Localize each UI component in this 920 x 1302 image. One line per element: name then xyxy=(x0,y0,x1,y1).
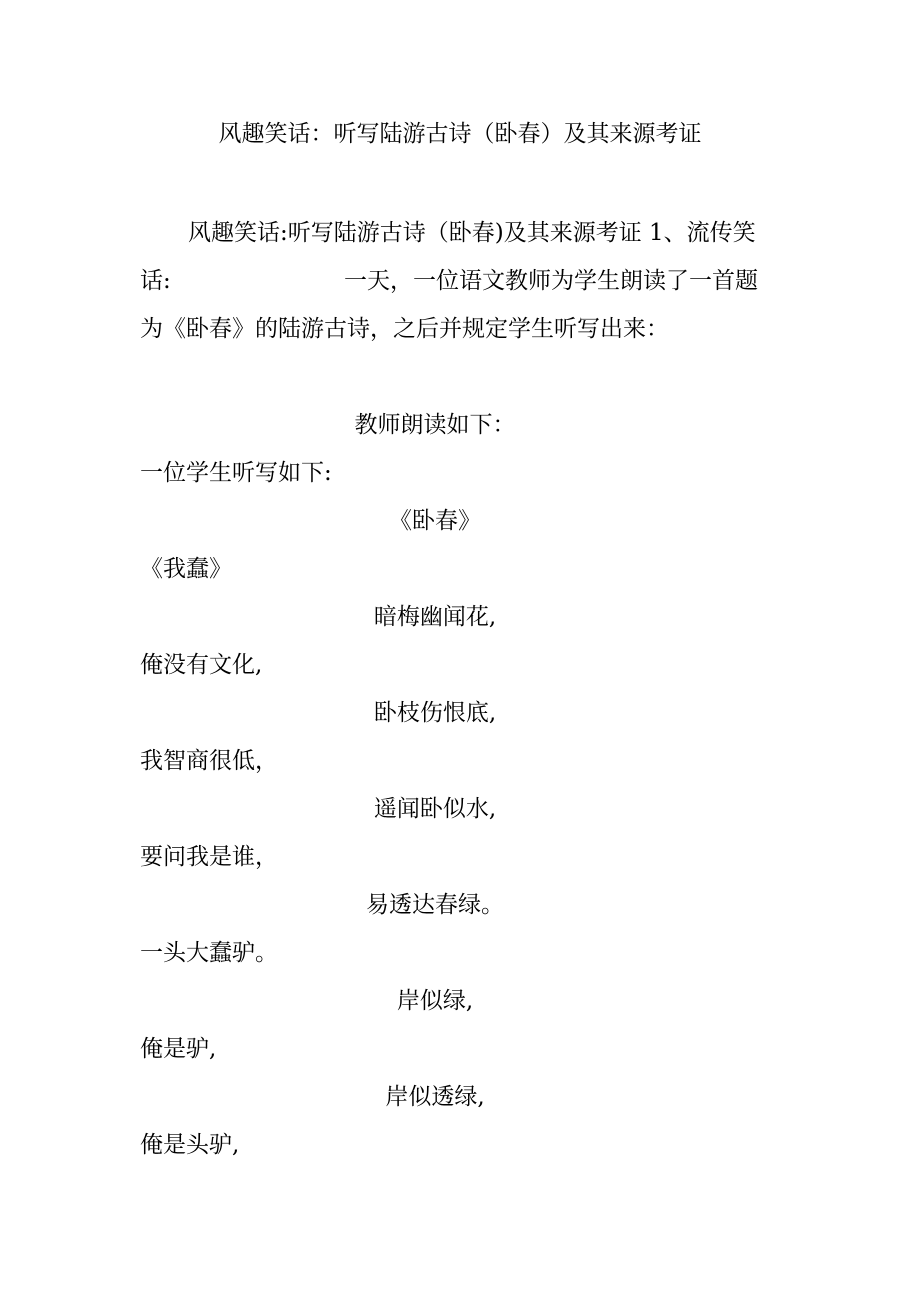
teacher-poem-line: 岸似绿, xyxy=(396,988,474,1014)
intro-line-1: 风趣笑话:听写陆游古诗（卧春)及其来源考证 1、流传笑 xyxy=(188,220,756,246)
intro-line-3: 为《卧春》的陆游古诗，之后并规定学生听写出来： xyxy=(140,316,669,342)
student-poem-line: 我智商很低， xyxy=(140,748,278,774)
teacher-poem-line: 易透达春绿。 xyxy=(366,892,504,918)
teacher-heading: 教师朗读如下： xyxy=(354,412,516,438)
student-poem-line: 一头大蠢驴。 xyxy=(140,940,278,966)
student-poem-line: 要问我是谁， xyxy=(140,844,278,870)
student-poem-line: 俺没有文化, xyxy=(140,652,263,678)
intro-line-2a: 话: xyxy=(140,268,171,294)
student-heading: 一位学生听写如下: xyxy=(140,460,332,486)
teacher-poem-line: 岸似透绿, xyxy=(385,1084,485,1110)
document-title: 风趣笑话：听写陆游古诗（卧春）及其来源考证 xyxy=(218,121,702,147)
student-poem-line: 《我蠢》 xyxy=(140,556,232,582)
student-poem-line: 俺是驴, xyxy=(140,1036,217,1062)
teacher-poem-line: 暗梅幽闻花, xyxy=(373,604,497,630)
student-poem-line: 俺是头驴, xyxy=(140,1132,240,1158)
teacher-poem-line: 卧枝伤恨底, xyxy=(373,700,497,726)
intro-line-2b: 一天，一位语文教师为学生朗读了一首题 xyxy=(344,268,758,294)
teacher-poem-line: 《卧春》 xyxy=(389,508,481,534)
teacher-poem-line: 遥闻卧似水, xyxy=(373,796,497,822)
